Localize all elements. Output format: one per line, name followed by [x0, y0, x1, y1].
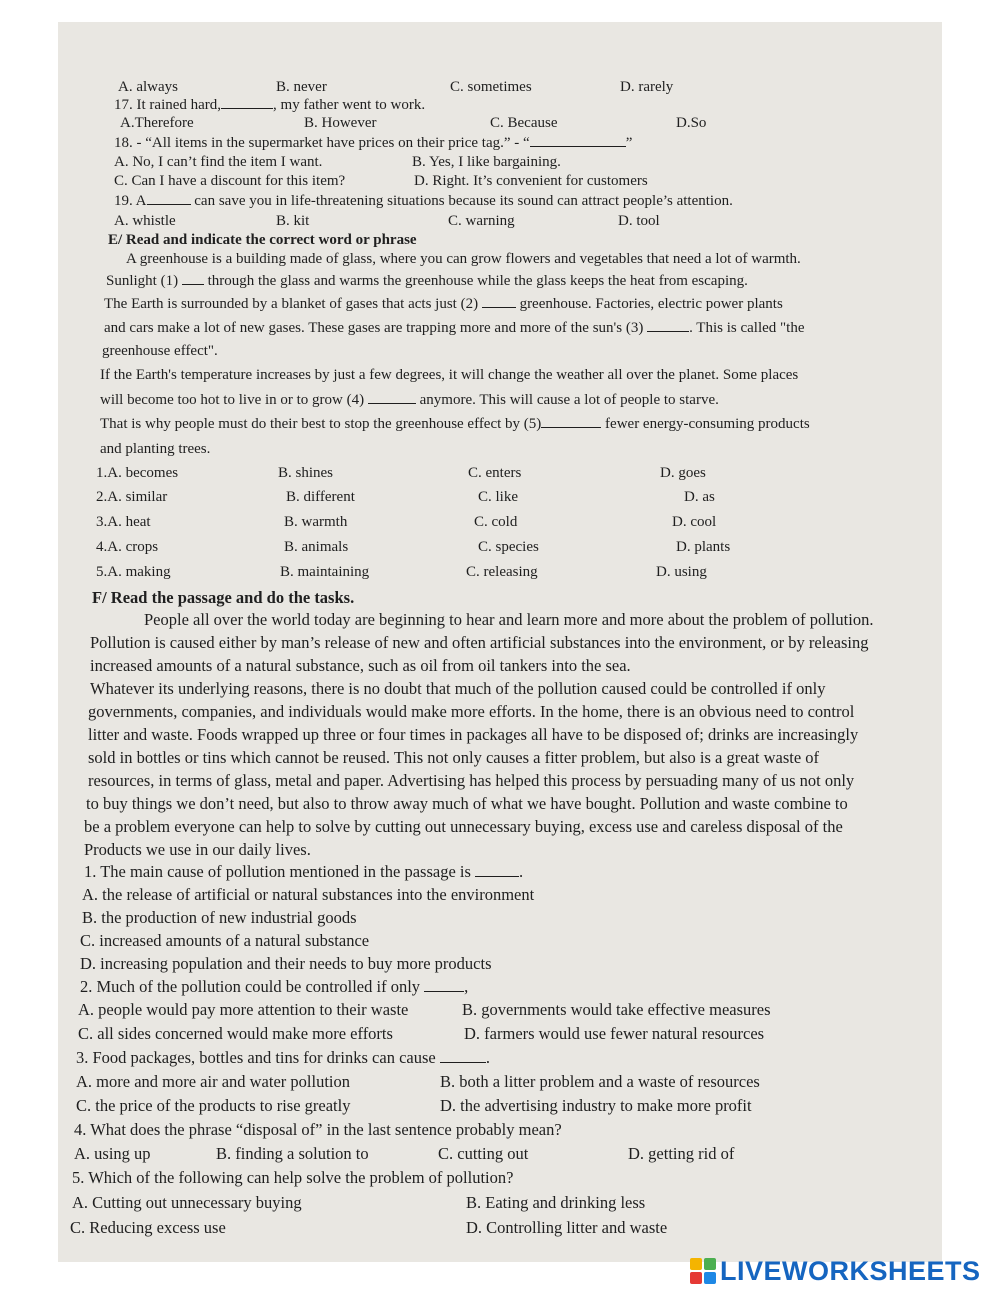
passage-line-1: People all over the world today are beginning to hear and learn more and more about the problem of pollution. — [144, 610, 874, 629]
e1-option-b: B. shines — [278, 465, 334, 481]
e3-option-a: 3.A. heat — [96, 514, 151, 530]
f-q1-stem: 1. The main cause of pollution mentioned in the passage is . — [84, 862, 524, 881]
f-q2-blank[interactable] — [424, 979, 464, 992]
f-q2-option-a: A. people would pay more attention to their waste — [78, 1000, 409, 1019]
e2-option-c: C. like — [478, 489, 518, 505]
e3-option-c: C. cold — [474, 514, 518, 530]
q18-option-a: A. No, I can’t find the item I want. — [114, 154, 323, 170]
liveworksheets-logo[interactable] — [690, 1254, 981, 1288]
q16-option-b: B. never — [276, 79, 327, 95]
f-q3-stem: 3. Food packages, bottles and tins for drinks can cause . — [76, 1048, 490, 1067]
f-q4-option-b: B. finding a solution to — [216, 1144, 369, 1163]
f-q1-option-c: C. increased amounts of a natural substance — [80, 931, 370, 950]
worksheet-content — [58, 22, 942, 1262]
e5-option-a: 5.A. making — [96, 564, 171, 580]
f-q1-option-a: A. the release of artificial or natural substances into the environment — [82, 885, 535, 904]
q17-option-a: A.Therefore — [120, 115, 194, 131]
f-q3-blank[interactable] — [440, 1050, 486, 1063]
f-q5-option-a: A. Cutting out unnecessary buying — [72, 1193, 302, 1212]
e1-option-a: 1.A. becomes — [96, 465, 179, 481]
q18-option-d: D. Right. It’s convenient for customers — [414, 173, 648, 189]
f-q2-option-d: D. farmers would use fewer natural resources — [464, 1024, 765, 1043]
f-q3-option-a: A. more and more air and water pollution — [76, 1072, 350, 1091]
gap-2-blank[interactable] — [482, 295, 516, 308]
section-e-line-8: That is why people must do their best to stop the greenhouse effect by (5) fewer energy-consuming products — [100, 416, 810, 432]
q19-option-c: C. warning — [448, 213, 515, 229]
q18-option-b: B. Yes, I like bargaining. — [412, 154, 561, 170]
e1-option-c: C. enters — [468, 465, 522, 481]
f-q5-option-c: C. Reducing excess use — [70, 1218, 226, 1237]
q17-option-d: D.So — [676, 115, 707, 131]
q16-option-c: C. sometimes — [450, 79, 532, 95]
section-e-line-9: and planting trees. — [100, 441, 211, 457]
q17-option-c: C. Because — [490, 115, 558, 131]
passage-line-6: litter and waste. Foods wrapped up three or four times in packages all have to be disposed of; drinks are increasingly — [88, 725, 859, 744]
q18-option-c: C. Can I have a discount for this item? — [114, 173, 346, 189]
q17-option-b: B. However — [304, 115, 377, 131]
q16-option-d: D. rarely — [620, 79, 674, 95]
q16-option-a: A. always — [118, 79, 178, 95]
liveworksheets-logo-text: LIVEWORKSHEETS — [720, 1255, 981, 1286]
section-e-line-6: If the Earth's temperature increases by just a few degrees, it will change the weather all over the planet. Some places — [100, 367, 799, 383]
section-e-line-4: and cars make a lot of new gases. These gases are trapping more and more of the sun's (3) . This is called "the — [104, 320, 805, 336]
worksheet-paper — [58, 22, 942, 1262]
section-e-line-1: A greenhouse is a building made of glass, where you can grow flowers and vegetables that need a lot of warmth. — [126, 251, 801, 267]
e5-option-d: D. using — [656, 564, 707, 580]
f-q3-option-b: B. both a litter problem and a waste of resources — [440, 1072, 760, 1091]
f-q3-option-d: D. the advertising industry to make more profit — [440, 1096, 752, 1115]
logo-square-2 — [704, 1258, 716, 1270]
passage-line-11: Products we use in our daily lives. — [84, 840, 311, 859]
passage-line-8: resources, in terms of glass, metal and paper. Advertising has helped this process by persuading many of us not only — [88, 771, 855, 790]
f-q2-stem: 2. Much of the pollution could be controlled if only , — [80, 977, 469, 996]
q17-stem: 17. It rained hard, , my father went to work. — [114, 97, 426, 113]
gap-5-blank[interactable] — [541, 415, 601, 428]
section-f-heading: F/ Read the passage and do the tasks. — [92, 588, 355, 607]
logo-square-4 — [704, 1272, 716, 1284]
passage-line-7: sold in bottles or tins which cannot be reused. This not only causes a fitter problem, but also is a great waste of — [88, 748, 820, 767]
e1-option-d: D. goes — [660, 465, 706, 481]
gap-3-blank[interactable] — [647, 319, 689, 332]
passage-line-3: increased amounts of a natural substance, such as oil from oil tankers into the sea. — [90, 656, 631, 675]
e3-option-d: D. cool — [672, 514, 717, 530]
f-q4-stem: 4. What does the phrase “disposal of” in the last sentence probably mean? — [74, 1120, 562, 1139]
f-q1-option-d: D. increasing population and their needs to buy more products — [80, 954, 492, 973]
gap-1-blank[interactable] — [182, 272, 204, 285]
q18-blank[interactable] — [530, 134, 626, 147]
q19-option-d: D. tool — [618, 213, 660, 229]
e4-option-d: D. plants — [676, 539, 731, 555]
q19-blank[interactable] — [147, 192, 191, 205]
section-e-line-3: The Earth is surrounded by a blanket of gases that acts just (2) greenhouse. Factories, electric power plants — [104, 296, 783, 312]
section-e-line-5: greenhouse effect". — [102, 343, 218, 359]
f-q5-stem: 5. Which of the following can help solve the problem of pollution? — [72, 1168, 514, 1187]
e4-option-b: B. animals — [284, 539, 349, 555]
q17-blank[interactable] — [221, 96, 273, 109]
passage-line-10: be a problem everyone can help to solve by cutting out unnecessary buying, excess use and careless disposal of the — [84, 817, 843, 836]
e4-option-c: C. species — [478, 539, 539, 555]
e5-option-c: C. releasing — [466, 564, 538, 580]
f-q1-option-b: B. the production of new industrial goods — [82, 908, 357, 927]
e5-option-b: B. maintaining — [280, 564, 370, 580]
f-q3-option-c: C. the price of the products to rise greatly — [76, 1096, 351, 1115]
passage-line-5: governments, companies, and individuals would make more efforts. In the home, there is an obvious need to control — [88, 702, 855, 721]
e2-option-b: B. different — [286, 489, 355, 505]
f-q4-option-d: D. getting rid of — [628, 1144, 735, 1163]
logo-square-1 — [690, 1258, 702, 1270]
liveworksheets-logo-icon — [690, 1258, 716, 1284]
e3-option-b: B. warmth — [284, 514, 348, 530]
e4-option-a: 4.A. crops — [96, 539, 159, 555]
q19-option-b: B. kit — [276, 213, 310, 229]
gap-4-blank[interactable] — [368, 391, 416, 404]
passage-line-2: Pollution is caused either by man’s release of new and often artificial substances into the environment, or by releasing — [90, 633, 869, 652]
f-q2-option-c: C. all sides concerned would make more efforts — [78, 1024, 393, 1043]
q19-option-a: A. whistle — [114, 213, 176, 229]
f-q1-blank[interactable] — [475, 864, 519, 877]
logo-square-3 — [690, 1272, 702, 1284]
f-q4-option-c: C. cutting out — [438, 1144, 529, 1163]
f-q5-option-d: D. Controlling litter and waste — [466, 1218, 668, 1237]
e2-option-d: D. as — [684, 489, 715, 505]
passage-line-9: to buy things we don’t need, but also to throw away much of what we have bought. Pollution and waste combine to — [86, 794, 848, 813]
section-e-line-2: Sunlight (1) through the glass and warms the greenhouse while the glass keeps the heat from escaping. — [106, 273, 748, 289]
section-e-heading: E/ Read and indicate the correct word or phrase — [108, 232, 417, 248]
q18-stem: 18. - “All items in the supermarket have prices on their price tag.” - “ ” — [114, 135, 633, 151]
q19-stem: 19. A can save you in life-threatening situations because its sound can attract people’s attention. — [114, 193, 733, 209]
f-q4-option-a: A. using up — [74, 1144, 151, 1163]
section-e-line-7: will become too hot to live in or to grow (4) anymore. This will cause a lot of people to starve. — [100, 392, 719, 408]
e2-option-a: 2.A. similar — [96, 489, 168, 505]
f-q5-option-b: B. Eating and drinking less — [466, 1193, 646, 1212]
passage-line-4: Whatever its underlying reasons, there is no doubt that much of the pollution caused could be controlled if only — [90, 679, 826, 698]
f-q2-option-b: B. governments would take effective measures — [462, 1000, 771, 1019]
